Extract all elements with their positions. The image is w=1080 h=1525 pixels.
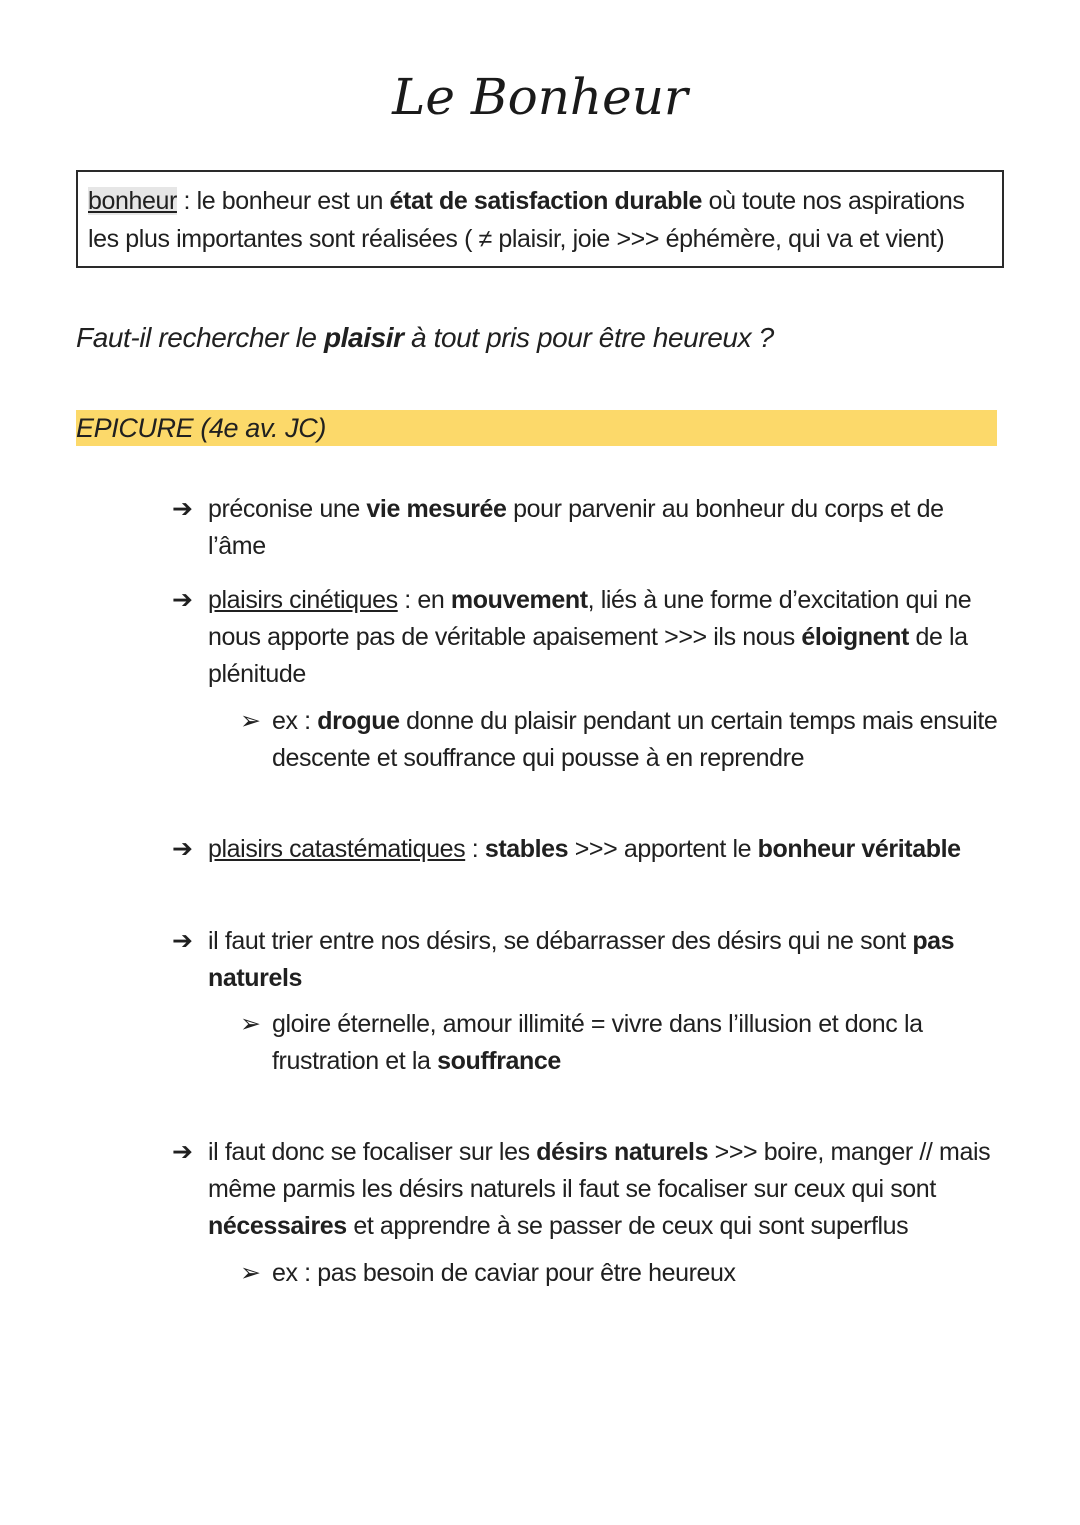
sub-bullet-text: gloire éternelle, amour illimité = vivre dans l’illusion et donc la frustration et la souffrance	[272, 1010, 923, 1075]
question-bold: plaisir	[323, 322, 404, 353]
bullet-item	[172, 491, 1002, 565]
sub-arrow-icon: ➢	[240, 707, 261, 735]
sub-bullet-text: ex : drogue donne du plaisir pendant un certain temps mais ensuite descente et souffrance qui pousse à en reprendre	[272, 707, 998, 772]
section-heading: EPICURE (4e av. JC)	[76, 410, 997, 446]
sub-bullet-item	[240, 1255, 1000, 1292]
bullet-item	[172, 831, 1002, 868]
sub-arrow-icon: ➢	[240, 1259, 261, 1287]
definition-term: bonheur	[88, 187, 177, 215]
sub-bullet-text: ex : pas besoin de caviar pour être heureux	[272, 1259, 736, 1287]
bullet-item	[172, 1134, 1002, 1245]
arrow-icon: ➔	[172, 1138, 193, 1166]
question-post: à tout pris pour être heureux ?	[403, 322, 774, 353]
bullet-text: il faut donc se focaliser sur les désirs naturels >>> boire, manger // mais même parmis les désirs naturels il faut se focaliser sur ceux qui sont nécessaires et apprendre à se passer de ceux qui sont superflus	[208, 1138, 991, 1240]
bullet-item	[172, 582, 1002, 693]
bullet-text: préconise une vie mesurée pour parvenir au bonheur du corps et de l’âme	[208, 495, 944, 560]
sub-bullet-item	[240, 703, 1000, 777]
arrow-icon: ➔	[172, 927, 193, 955]
arrow-icon: ➔	[172, 586, 193, 614]
arrow-icon: ➔	[172, 495, 193, 523]
question-pre: Faut-il rechercher le	[76, 322, 324, 353]
definition-rest: où toute nos aspirations les plus importantes sont réalisées ( ≠ plaisir, joie >>> éphémère, qui va et vient)	[88, 187, 965, 253]
definition-sep: : le bonheur est un	[176, 187, 390, 215]
main-question	[76, 322, 774, 354]
bullet-text: plaisirs cinétiques : en mouvement, liés à une forme d’excitation qui ne nous apporte pas de véritable apaisement >>> ils nous éloignent de la plénitude	[208, 586, 972, 688]
page-title: Le Bonheur	[392, 68, 688, 126]
bullet-text: plaisirs catastématiques : stables >>> apportent le bonheur véritable	[208, 835, 961, 863]
definition-bold: état de satisfaction durable	[389, 187, 703, 215]
sub-arrow-icon: ➢	[240, 1010, 261, 1038]
arrow-icon: ➔	[172, 835, 193, 863]
sub-bullet-item	[240, 1006, 1000, 1080]
bullet-item	[172, 923, 1002, 997]
bullet-text: il faut trier entre nos désirs, se débarrasser des désirs qui ne sont pas naturels	[208, 927, 955, 992]
definition-box	[76, 170, 1004, 268]
